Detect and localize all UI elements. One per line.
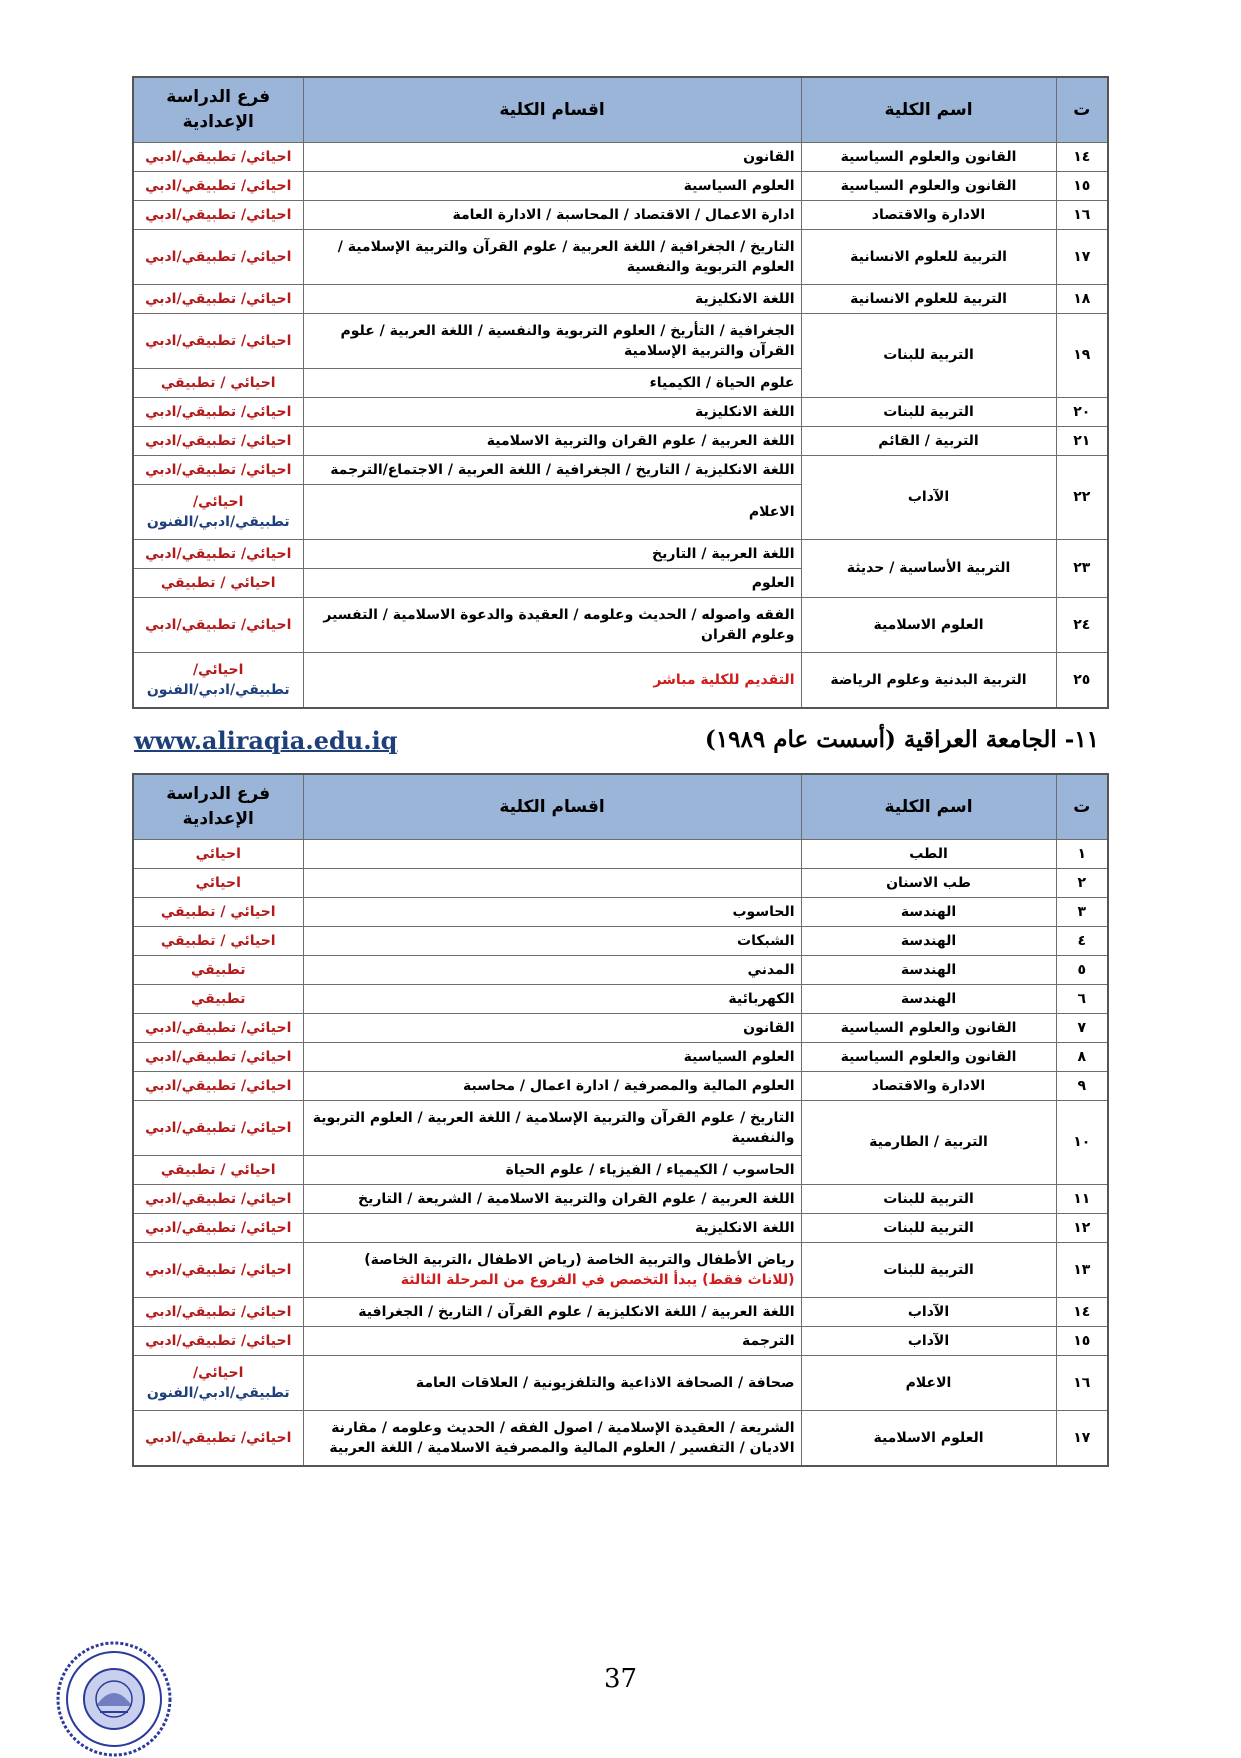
row-branch: احيائي/ تطبيقي/ادبي [133,540,303,569]
row-college: التربية للعلوم الانسانية [801,230,1056,285]
table-row [133,314,1108,369]
row-depts [303,840,801,869]
row-branch: احيائي/ تطبيقي/ادبي [133,230,303,285]
row-num: ٥ [1056,956,1108,985]
row-college: الطب [801,840,1056,869]
table-row [133,1185,1108,1214]
row-depts: الحاسوب / الكيمياء / الفيزياء / علوم الحياة [303,1156,801,1185]
row-branch: احيائي / تطبيقي [133,369,303,398]
row-branch: احيائي/ تطبيقي/ادبي [133,427,303,456]
row-num: ١٣ [1056,1243,1108,1298]
row-branch: احيائي/ تطبيقي/ادبي [133,285,303,314]
table-row [133,427,1108,456]
row-branch: احيائي/ تطبيقي/ادبي [133,1411,303,1467]
table-row [133,398,1108,427]
row-num: ١٥ [1056,1327,1108,1356]
row-num: ٢٢ [1056,456,1108,540]
row-num: ٣ [1056,898,1108,927]
row-depts: القانون [303,143,801,172]
row-branch: احيائي/ تطبيقي/ادبي [133,1101,303,1156]
row-college: الآداب [801,1327,1056,1356]
row-num: ١٠ [1056,1101,1108,1185]
row-branch: احيائي/ تطبيقي/ادبي [133,201,303,230]
table-row [133,1101,1108,1156]
table-row [133,985,1108,1014]
page-number: 37 [603,1664,638,1694]
header-num: ت [1056,774,1108,840]
row-num: ٢٥ [1056,653,1108,709]
row-depts: الجغرافية / التأريخ / العلوم التربوية والنفسية / اللغة العربية / علوم القرآن والتربية الإسلامية [303,314,801,369]
row-num: ٤ [1056,927,1108,956]
row-depts: التاريخ / الجغرافية / اللغة العربية / علوم القرآن والتربية الإسلامية / العلوم التربوية والنفسية [303,230,801,285]
table-row [133,1411,1108,1467]
row-branch: احيائي/ تطبيقي/ادبي [133,1298,303,1327]
row-college: القانون والعلوم السياسية [801,1014,1056,1043]
row-depts: العلوم السياسية [303,172,801,201]
row-depts: الفقه واصوله / الحديث وعلومه / العقيدة والدعوة الاسلامية / التفسير وعلوم القران [303,598,801,653]
row-branch: احيائي / تطبيقي [133,898,303,927]
table-row [133,956,1108,985]
table-row [133,1327,1108,1356]
row-num: ١٤ [1056,143,1108,172]
row-branch: احيائي/ تطبيقي/ادبي [133,1214,303,1243]
row-num: ١٨ [1056,285,1108,314]
table-row [133,598,1108,653]
table-row [133,1243,1108,1298]
row-college: القانون والعلوم السياسية [801,143,1056,172]
row-depts: القانون [303,1014,801,1043]
header-depts: اقسام الكلية [303,77,801,143]
university-url[interactable]: www.aliraqia.edu.iq [134,726,398,755]
row-num: ١٧ [1056,230,1108,285]
table-row [133,540,1108,569]
table-row [133,1043,1108,1072]
table-row [133,285,1108,314]
table-row [133,1214,1108,1243]
row-branch: احيائي/ تطبيقي/ادبي/الفنون [133,1356,303,1411]
university-heading [132,726,1107,762]
row-num: ١٢ [1056,1214,1108,1243]
row-num: ٦ [1056,985,1108,1014]
row-branch: احيائي/ تطبيقي/ادبي [133,398,303,427]
row-num: ٢٤ [1056,598,1108,653]
row-num: ٢٠ [1056,398,1108,427]
row-branch: احيائي/ تطبيقي/ادبي/الفنون [133,485,303,540]
row-branch: احيائي / تطبيقي [133,1156,303,1185]
row-branch: تطبيقي [133,956,303,985]
row-branch: احيائي/ تطبيقي/ادبي [133,1043,303,1072]
table-row [133,840,1108,869]
table-row [133,1072,1108,1101]
row-num: ١٦ [1056,1356,1108,1411]
row-depts: الاعلام [303,485,801,540]
row-college: الآداب [801,1298,1056,1327]
row-num: ٢٣ [1056,540,1108,598]
row-branch: احيائي/ تطبيقي/ادبي [133,1072,303,1101]
row-college: الهندسة [801,898,1056,927]
row-depts: رياض الأطفال والتربية الخاصة (رياض الاطفال ،التربية الخاصة) (للاناث فقط) يبدأ التخصص في الفروع من المرحلة الثالثة [303,1243,801,1298]
row-branch: احيائي/ تطبيقي/ادبي/الفنون [133,653,303,709]
header-college: اسم الكلية [801,77,1056,143]
row-college: طب الاسنان [801,869,1056,898]
row-college: الهندسة [801,985,1056,1014]
row-depts: اللغة العربية / التاريخ [303,540,801,569]
row-branch: احيائي/ تطبيقي/ادبي [133,143,303,172]
row-depts: اللغة العربية / علوم القران والتربية الاسلامية / الشريعة / التاريخ [303,1185,801,1214]
table-header-row [133,774,1108,840]
row-depts: اللغة الانكليزية [303,398,801,427]
row-college: الادارة والاقتصاد [801,201,1056,230]
colleges-table-continued [132,76,1109,709]
row-branch: احيائي / تطبيقي [133,927,303,956]
row-branch: احيائي/ تطبيقي/ادبي [133,598,303,653]
row-num: ٢ [1056,869,1108,898]
table-row [133,201,1108,230]
row-college: التربية للبنات [801,1185,1056,1214]
row-college: الآداب [801,456,1056,540]
row-depts: المدني [303,956,801,985]
row-branch: احيائي/ تطبيقي/ادبي [133,1014,303,1043]
row-depts: اللغة العربية / علوم القران والتربية الاسلامية [303,427,801,456]
ministry-stamp-seal [55,1640,173,1758]
row-college: العلوم الاسلامية [801,598,1056,653]
row-branch: احيائي/ تطبيقي/ادبي [133,1327,303,1356]
row-branch: احيائي / تطبيقي [133,569,303,598]
row-num: ١٦ [1056,201,1108,230]
row-college: التربية للبنات [801,1214,1056,1243]
row-depts: اللغة الانكليزية [303,1214,801,1243]
table-row [133,1298,1108,1327]
row-depts: العلوم المالية والمصرفية / ادارة اعمال / محاسبة [303,1072,801,1101]
row-college: التربية / الطارمية [801,1101,1056,1185]
row-depts: الشبكات [303,927,801,956]
table-row [133,456,1108,485]
colleges-table-aliraqia [132,773,1109,1467]
row-num: ١١ [1056,1185,1108,1214]
table-row [133,1356,1108,1411]
row-num: ١٧ [1056,1411,1108,1467]
university-title: ١١- الجامعة العراقية (أسست عام ١٩٨٩) [704,726,1099,753]
row-num: ١٩ [1056,314,1108,398]
row-depts: ادارة الاعمال / الاقتصاد / المحاسبة / الادارة العامة [303,201,801,230]
table-header-row [133,77,1108,143]
row-depts: الكهربائية [303,985,801,1014]
row-branch: احيائي/ تطبيقي/ادبي [133,314,303,369]
row-college: التربية الأساسية / حديثة [801,540,1056,598]
row-depts: اللغة الانكليزية / التاريخ / الجغرافية / اللغة العربية / الاجتماع/الترجمة [303,456,801,485]
row-depts: صحافة / الصحافة الاذاعية والتلفزيونية / العلاقات العامة [303,1356,801,1411]
row-branch: احيائي/ تطبيقي/ادبي [133,456,303,485]
row-depts: العلوم [303,569,801,598]
row-college: التربية للبنات [801,1243,1056,1298]
row-college: الاعلام [801,1356,1056,1411]
row-branch: تطبيقي [133,985,303,1014]
row-college: التربية للبنات [801,314,1056,398]
row-branch: احيائي/ تطبيقي/ادبي [133,1185,303,1214]
row-branch: احيائي [133,869,303,898]
table-row [133,230,1108,285]
table-row [133,1014,1108,1043]
header-branch: فرع الدراسة الإعدادية [133,77,303,143]
row-depts: الحاسوب [303,898,801,927]
row-college: التربية للعلوم الانسانية [801,285,1056,314]
row-num: ٢١ [1056,427,1108,456]
header-branch: فرع الدراسة الإعدادية [133,774,303,840]
row-depts: التقديم للكلية مباشر [303,653,801,709]
row-branch: احيائي/ تطبيقي/ادبي [133,172,303,201]
row-num: ٧ [1056,1014,1108,1043]
row-college: القانون والعلوم السياسية [801,172,1056,201]
table-row [133,172,1108,201]
header-num: ت [1056,77,1108,143]
header-college: اسم الكلية [801,774,1056,840]
row-depts: التاريخ / علوم القرآن والتربية الإسلامية / اللغة العربية / العلوم التربوية والنفسية [303,1101,801,1156]
row-num: ٩ [1056,1072,1108,1101]
row-num: ١٤ [1056,1298,1108,1327]
row-depts: الترجمة [303,1327,801,1356]
depts-note: (للاناث فقط) يبدأ التخصص في الفروع من المرحلة الثالثة [400,1272,795,1288]
row-depts: العلوم السياسية [303,1043,801,1072]
row-num: ٨ [1056,1043,1108,1072]
table-row [133,143,1108,172]
header-depts: اقسام الكلية [303,774,801,840]
row-college: الهندسة [801,927,1056,956]
table-row [133,927,1108,956]
table-row [133,869,1108,898]
row-college: التربية / القائم [801,427,1056,456]
table-row [133,898,1108,927]
row-depts: اللغة الانكليزية [303,285,801,314]
row-college: التربية للبنات [801,398,1056,427]
row-branch: احيائي [133,840,303,869]
row-college: الهندسة [801,956,1056,985]
row-college: التربية البدنية وعلوم الرياضة [801,653,1056,709]
row-num: ١ [1056,840,1108,869]
table-row [133,653,1108,709]
row-college: القانون والعلوم السياسية [801,1043,1056,1072]
row-branch: احيائي/ تطبيقي/ادبي [133,1243,303,1298]
row-college: العلوم الاسلامية [801,1411,1056,1467]
row-num: ١٥ [1056,172,1108,201]
row-depts: الشريعة / العقيدة الإسلامية / اصول الفقه / الحديث وعلومه / مقارنة الاديان / التفسير / العلوم المالية والمصرفية الاسلامية / اللغة العربية [303,1411,801,1467]
row-depts [303,869,801,898]
row-depts: علوم الحياة / الكيمياء [303,369,801,398]
row-college: الادارة والاقتصاد [801,1072,1056,1101]
row-depts: اللغة العربية / اللغة الانكليزية / علوم القرآن / التاريخ / الجغرافية [303,1298,801,1327]
